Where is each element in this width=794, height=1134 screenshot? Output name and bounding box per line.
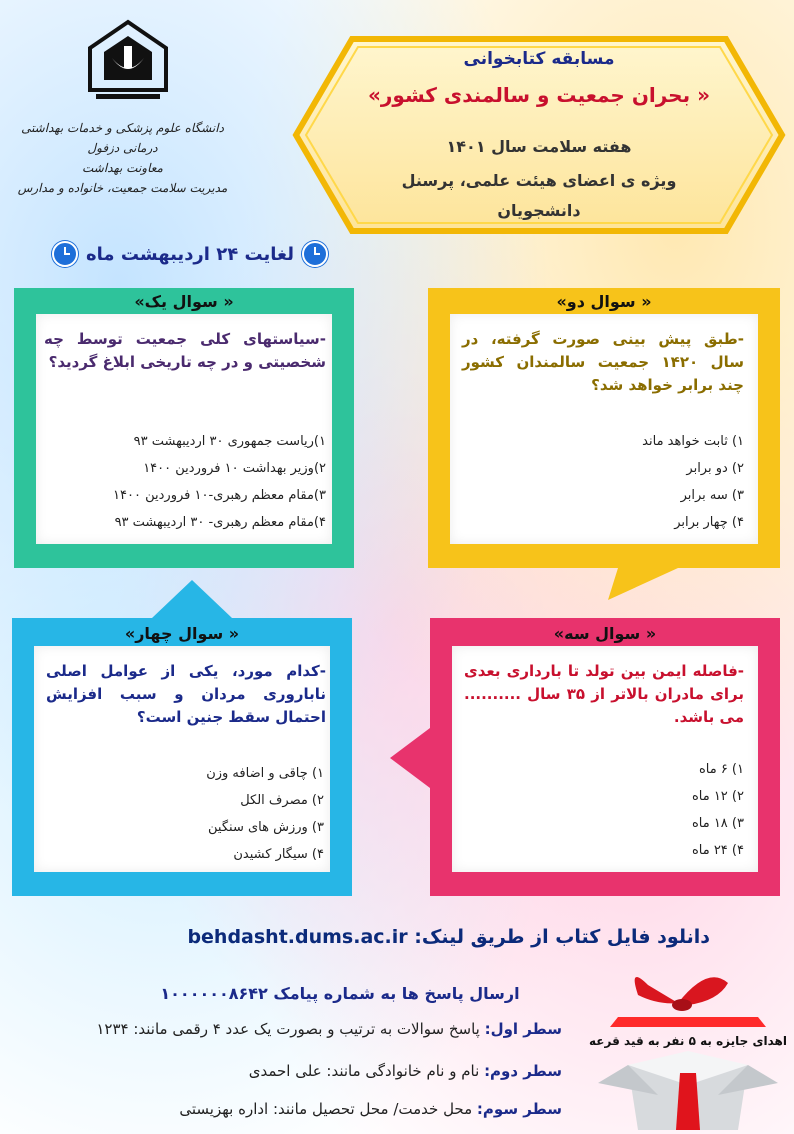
- audience-line-1: ویژه ی اعضای هیئت علمی، پرسنل: [401, 171, 677, 190]
- question-4-card: [12, 618, 352, 896]
- download-line: [170, 926, 710, 948]
- title-banner: [292, 35, 786, 235]
- question-2-card: [428, 288, 780, 568]
- question-1-option-3: ۳)مقام معظم رهبری-۱۰ فروردین ۱۴۰۰: [113, 488, 326, 503]
- question-4-title: « سوال چهار»: [124, 624, 240, 643]
- question-4-option-1: ۱) چاقی و اضافه وزن: [206, 766, 324, 781]
- question-1-option-4: ۴)مقام معظم رهبری- ۳۰ اردیبهشت ۹۳: [114, 515, 326, 530]
- question-1-text: -سیاستهای کلی جمعیت توسط چه شخصیتی و در چه تاریخی ابلاغ گردید؟: [44, 330, 326, 371]
- instruction-line-1-text: پاسخ سوالات به ترتیب و بصورت یک عدد ۴ رقمی مانند: ۱۲۳۴: [96, 1020, 485, 1038]
- instruction-line-2: [2, 1062, 562, 1080]
- deadline-text: لغایت ۲۴ اردیبهشت ماه: [86, 243, 294, 265]
- instruction-line-1: [2, 1020, 562, 1038]
- question-1-option-2: ۲)وزیر بهداشت ۱۰ فروردین ۱۴۰۰: [143, 461, 326, 476]
- question-4-options: [52, 760, 324, 868]
- question-2-option-2: ۲) دو برابر: [686, 461, 744, 476]
- sms-instruction: ارسال پاسخ ها به شماره پیامک ۱۰۰۰۰۰۰۸۶۴۲: [160, 984, 520, 1003]
- instruction-line-3: [2, 1100, 562, 1118]
- question-1-card: [14, 288, 354, 568]
- question-2-title: « سوال دو»: [556, 292, 652, 311]
- question-4-option-2: ۲) مصرف الکل: [240, 793, 324, 808]
- org-line-1: دانشگاه علوم پزشکی و خدمات بهداشتی درمانی دزفول: [21, 121, 224, 155]
- clock-icon: [52, 241, 78, 267]
- instruction-line-2-label: سطر دوم:: [484, 1062, 562, 1080]
- download-label: دانلود فایل کتاب از طریق لینک:: [414, 926, 710, 948]
- question-3-card: [430, 618, 780, 896]
- question-3-option-2: ۲) ۱۲ ماه: [691, 789, 744, 804]
- question-2-option-3: ۳) سه برابر: [680, 488, 744, 503]
- prize-text: اهدای جایزه به ۵ نفر به قید قرعه: [589, 1034, 787, 1048]
- question-3-option-4: ۴) ۲۴ ماه: [691, 843, 744, 858]
- question-3-options: [470, 756, 744, 864]
- question-3-title: « سوال سه»: [553, 624, 657, 643]
- instruction-line-2-text: نام و نام خانوادگی مانند: علی احمدی: [248, 1062, 485, 1080]
- question-2-text: -طبق پیش بینی صورت گرفته، در سال ۱۴۲۰ جمعیت سالمندان کشور چند برابر خواهد شد؟: [462, 330, 744, 394]
- question-1-options: [54, 428, 326, 536]
- org-line-2: معاونت بهداشت: [82, 161, 163, 175]
- question-4-text: -کدام مورد، یکی از عوامل اصلی ناباروری مردان و سبب افزایش احتمال سقط جنین است؟: [46, 662, 326, 726]
- question-1-title: « سوال یک»: [134, 292, 234, 311]
- university-logo: [86, 18, 170, 102]
- question-2-option-1: ۱) ثابت خواهد ماند: [642, 434, 744, 449]
- deadline: [40, 238, 340, 270]
- instruction-line-1-label: سطر اول:: [484, 1020, 562, 1038]
- audience-line-2: دانشجویان: [497, 201, 581, 220]
- question-4-option-4: ۴) سیگار کشیدن: [233, 847, 324, 862]
- question-3-option-1: ۱) ۶ ماه: [698, 762, 744, 777]
- question-2-options: [468, 428, 744, 536]
- organization-name: [15, 118, 230, 198]
- question-4-option-3: ۳) ورزش های سنگین: [208, 820, 324, 835]
- question-2-option-4: ۴) چهار برابر: [674, 515, 744, 530]
- question-3-option-3: ۳) ۱۸ ماه: [691, 816, 744, 831]
- download-link[interactable]: behdasht.dums.ac.ir: [187, 926, 408, 948]
- contest-week: هفته سلامت سال ۱۴۰۱: [446, 137, 632, 156]
- contest-subtitle: « بحران جمعیت و سالمندی کشور»: [367, 83, 710, 107]
- question-1-option-1: ۱)ریاست جمهوری ۳۰ اردیبهشت ۹۳: [133, 434, 326, 449]
- clock-icon: [302, 241, 328, 267]
- instruction-line-3-text: محل خدمت/ محل تحصیل مانند: اداره بهزیستی: [179, 1100, 477, 1118]
- org-line-3: مدیریت سلامت جمعیت، خانواده و مدارس: [17, 181, 228, 195]
- instruction-line-3-label: سطر سوم:: [476, 1100, 562, 1118]
- question-3-text: -فاصله ایمن بین تولد تا بارداری بعدی برای مادران بالاتر از ۳۵ سال .......... می باشد.: [464, 662, 744, 726]
- contest-title: مسابقه کتابخوانی: [463, 49, 615, 69]
